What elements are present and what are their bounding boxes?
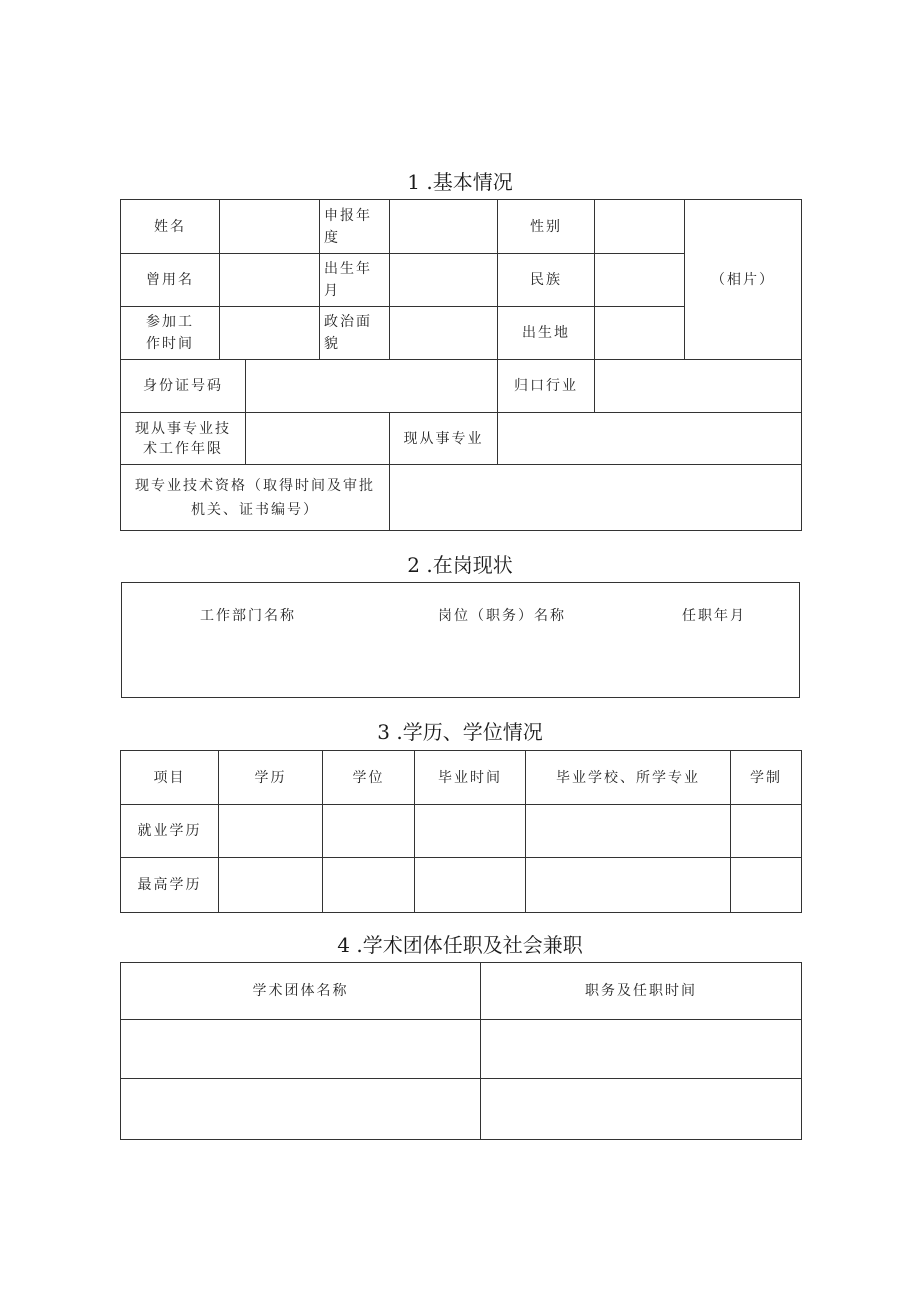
cell-input[interactable]: [481, 1079, 802, 1140]
header-item: 项目: [121, 751, 219, 805]
label-position: 岗位（职务）名称: [438, 608, 566, 624]
label-qualification: 现专业技术资格（取得时间及审批机关、证书编号）: [121, 465, 390, 531]
label-birth-month: 出生年月: [320, 254, 390, 307]
cell-input[interactable]: [323, 858, 415, 913]
industry-field[interactable]: [595, 360, 802, 413]
label-ethnicity: 民族: [498, 254, 595, 307]
cell-input[interactable]: [731, 805, 802, 858]
cell-input[interactable]: [415, 805, 526, 858]
former-name-field[interactable]: [220, 254, 320, 307]
label-current-major: 现从事专业: [390, 413, 498, 465]
row-label-highest-edu: 最高学历: [121, 858, 219, 913]
header-group-name: 学术团体名称: [121, 963, 481, 1020]
id-number-field[interactable]: [246, 360, 498, 413]
cell-input[interactable]: [121, 1020, 481, 1079]
table-row: [121, 1079, 802, 1140]
header-education: 学历: [219, 751, 323, 805]
name-field[interactable]: [220, 200, 320, 254]
label-industry: 归口行业: [498, 360, 595, 413]
cell-input[interactable]: [415, 858, 526, 913]
label-id-number: 身份证号码: [121, 360, 246, 413]
label-birthplace: 出生地: [498, 307, 595, 360]
birth-month-field[interactable]: [390, 254, 498, 307]
report-year-field[interactable]: [390, 200, 498, 254]
ethnicity-field[interactable]: [595, 254, 685, 307]
political-field[interactable]: [390, 307, 498, 360]
table-row: [121, 805, 802, 858]
cell-input[interactable]: [219, 858, 323, 913]
section4-title: 4 .学术团体任职及社会兼职: [337, 933, 583, 957]
birthplace-field[interactable]: [595, 307, 685, 360]
current-major-field[interactable]: [498, 413, 802, 465]
cell-input[interactable]: [323, 805, 415, 858]
table-row: [121, 858, 802, 913]
label-dept: 工作部门名称: [200, 608, 296, 624]
header-degree: 学位: [323, 751, 415, 805]
label-political: 政治面貌: [320, 307, 390, 360]
label-gender: 性别: [498, 200, 595, 254]
gender-field[interactable]: [595, 200, 685, 254]
current-position-box[interactable]: [121, 582, 800, 698]
cell-input[interactable]: [121, 1079, 481, 1140]
label-report-year: 申报年度: [320, 200, 390, 254]
label-work-start: 参加工作时间: [121, 307, 220, 360]
section2-title: 2 .在岗现状: [407, 553, 513, 577]
cell-input[interactable]: [731, 858, 802, 913]
header-role-time: 职务及任职时间: [481, 963, 802, 1020]
work-years-field[interactable]: [246, 413, 390, 465]
header-duration: 学制: [731, 751, 802, 805]
basic-info-table: [120, 199, 802, 531]
cell-input[interactable]: [526, 805, 731, 858]
table-row: [121, 1020, 802, 1079]
photo-box[interactable]: （相片）: [685, 200, 802, 360]
qualification-field[interactable]: [390, 465, 802, 531]
cell-input[interactable]: [481, 1020, 802, 1079]
section1-title: 1 .基本情况: [407, 170, 513, 194]
label-former-name: 曾用名: [121, 254, 220, 307]
education-table: [120, 750, 802, 913]
cell-input[interactable]: [219, 805, 323, 858]
work-start-field[interactable]: [220, 307, 320, 360]
label-name: 姓名: [121, 200, 220, 254]
header-school-major: 毕业学校、所学专业: [526, 751, 731, 805]
row-label-employment-edu: 就业学历: [121, 805, 219, 858]
label-appoint-month: 任职年月: [682, 608, 746, 624]
cell-input[interactable]: [526, 858, 731, 913]
header-grad-time: 毕业时间: [415, 751, 526, 805]
label-work-years: 现从事专业技术工作年限: [121, 413, 246, 465]
academic-groups-table: [120, 962, 802, 1140]
section3-title: 3 .学历、学位情况: [377, 720, 543, 744]
